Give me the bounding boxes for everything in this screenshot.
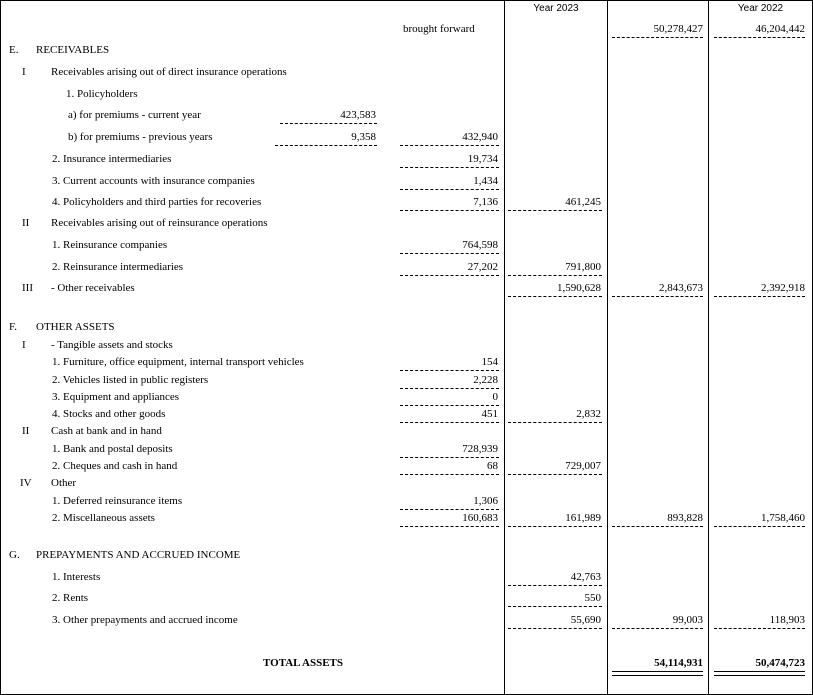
subsection-num: III [22,282,33,294]
line-value: 461,245 [565,196,601,208]
underline [400,253,499,255]
brought-forward-prior: 46,204,442 [755,23,805,35]
underline [508,210,602,212]
total-assets-prior: 50,474,723 [755,657,805,669]
total-assets-label: TOTAL ASSETS [263,657,344,669]
line-value: 764,598 [462,239,498,251]
double-underline [612,671,703,676]
section-title: PREPAYMENTS AND ACCRUED INCOME [36,549,241,561]
header-year-current: Year 2023 [533,3,579,14]
section-letter: E. [9,44,19,56]
line-label: 1. Reinsurance companies [52,239,168,251]
line-label: b) for premiums - previous years [68,131,213,143]
underline [612,296,703,298]
underline [508,422,602,424]
line-label: 1. Policyholders [66,88,138,100]
subsection-num: II [22,217,30,229]
underline [508,628,602,630]
line-value: 68 [487,460,498,472]
subsection-title: - Tangible assets and stocks [51,339,173,351]
line-label: 3. Current accounts with insurance companies [52,175,255,187]
section-total-current: 893,828 [667,512,703,524]
underline [612,526,703,528]
line-label: 3. Other prepayments and accrued income [52,614,238,626]
subsection-num: I [22,66,26,78]
line-label: 1. Bank and postal deposits [52,443,173,455]
line-value: 154 [481,356,498,368]
frame-left [0,0,1,694]
section-total-prior: 118,903 [769,614,805,626]
underline [508,526,602,528]
line-value: 9,358 [351,131,376,143]
section-title: RECEIVABLES [36,44,110,56]
line-label: 2. Miscellaneous assets [52,512,155,524]
line-label: 1. Deferred reinsurance items [52,495,183,507]
line-value: 451 [481,408,498,420]
brought-forward-label: brought forward [403,23,475,35]
underline [400,422,499,424]
section-letter: G. [9,549,20,561]
underline [400,167,499,169]
subsection-title: Cash at bank and in hand [51,425,162,437]
line-value: 728,939 [462,443,498,455]
underline [612,628,703,630]
underline [280,123,377,125]
col-divider-2 [607,0,608,694]
section-total-prior: 1,758,460 [761,512,805,524]
subsection-num: IV [20,477,32,489]
col-divider-1 [504,0,505,694]
line-value: 19,734 [467,153,498,165]
total-assets-current: 54,114,931 [654,657,703,669]
underline [400,370,499,372]
line-label: 1. Furniture, office equipment, internal transport vehicles [52,356,304,368]
line-label: 2. Cheques and cash in hand [52,460,178,472]
subsection-num: II [22,425,30,437]
col-divider-3 [708,0,709,694]
underline [508,296,602,298]
line-value: 2,228 [473,374,498,386]
line-value: 27,202 [467,261,498,273]
section-total-prior: 2,392,918 [761,282,805,294]
header-year-prior: Year 2022 [737,3,784,14]
line-value: 423,583 [340,109,376,121]
line-value: 550 [584,592,601,604]
section-title: OTHER ASSETS [36,321,115,333]
line-value: 1,434 [473,175,498,187]
subsection-num: I [22,339,26,351]
line-value: 55,690 [570,614,601,626]
line-value: 0 [492,391,498,403]
brought-forward-current: 50,278,427 [653,23,703,35]
section-letter: F. [9,321,17,333]
line-value: 161,989 [565,512,601,524]
subsection-title: - Other receivables [51,282,135,294]
underline [612,37,703,39]
subsection-title: Receivables arising out of reinsurance operations [51,217,268,229]
underline [714,526,805,528]
line-value: 2,832 [576,408,601,420]
underline [400,275,499,277]
underline [714,37,805,39]
line-value: 432,940 [462,131,498,143]
underline [400,526,499,528]
line-value: 7,136 [473,196,498,208]
line-label: 4. Policyholders and third parties for recoveries [52,196,262,208]
line-label: 2. Vehicles listed in public registers [52,374,209,386]
line-label: a) for premiums - current year [68,109,201,121]
line-label: 2. Insurance intermediaries [52,153,172,165]
line-value: 1,306 [473,495,498,507]
underline [508,275,602,277]
section-total-current: 2,843,673 [659,282,703,294]
underline [714,628,805,630]
line-value: 42,763 [570,571,601,583]
line-label: 2. Reinsurance intermediaries [52,261,184,273]
line-value: 160,683 [462,512,498,524]
line-value: 1,590,628 [557,282,601,294]
underline [508,585,602,587]
underline [714,296,805,298]
underline [275,145,377,147]
subsection-title: Other [51,477,77,489]
line-value: 791,800 [565,261,601,273]
underline [400,474,499,476]
underline [400,210,499,212]
line-label: 4. Stocks and other goods [52,408,166,420]
underline [508,606,602,608]
frame-top [0,0,813,1]
section-total-current: 99,003 [672,614,703,626]
line-label: 1. Interests [52,571,101,583]
underline [400,189,499,191]
underline [400,145,499,147]
subsection-title: Receivables arising out of direct insurance operations [51,66,287,78]
line-label: 3. Equipment and appliances [52,391,180,403]
line-label: 2. Rents [52,592,89,604]
double-underline [714,671,805,676]
line-value: 729,007 [565,460,601,472]
underline [508,474,602,476]
